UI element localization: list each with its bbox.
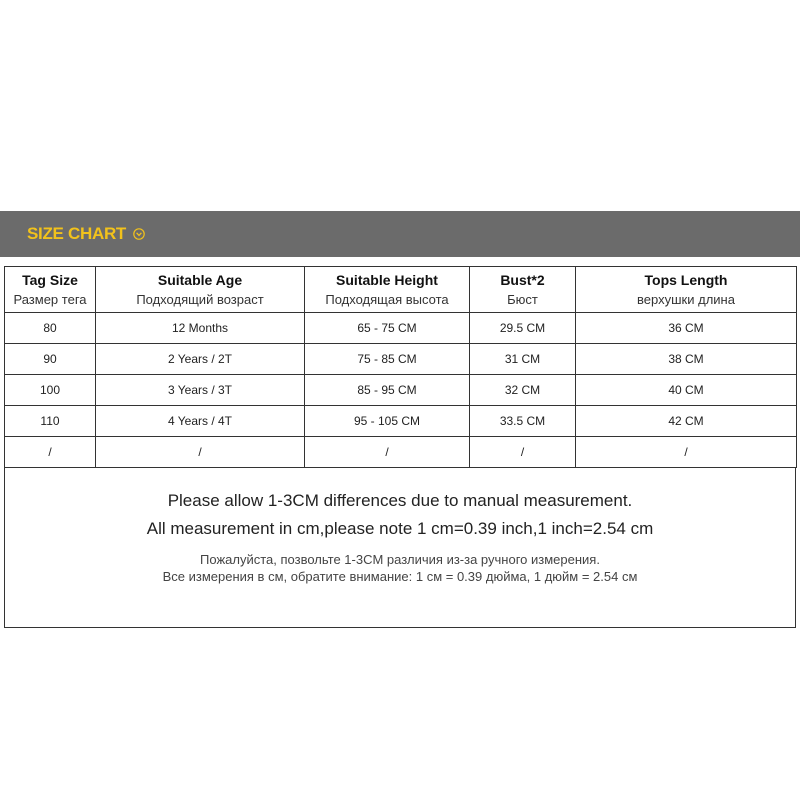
table-row xyxy=(5,375,797,406)
cell-bust: 32 CM xyxy=(470,375,576,406)
cell-tag-size: / xyxy=(5,437,96,468)
size-table xyxy=(4,266,797,468)
cell-bust: 33.5 CM xyxy=(470,406,576,437)
cell-age: 2 Years / 2T xyxy=(96,344,305,375)
cell-height: / xyxy=(305,437,470,468)
cell-tops-length: / xyxy=(576,437,797,468)
header-tops-length: Tops Length верхушки длина xyxy=(576,267,797,313)
cell-age: 12 Months xyxy=(96,313,305,344)
cell-height: 75 - 85 CM xyxy=(305,344,470,375)
cell-age: / xyxy=(96,437,305,468)
table-row xyxy=(5,406,797,437)
note-ru-line2: Все измерения в см, обратите внимание: 1 см = 0.39 дюйма, 1 дюйм = 2.54 см xyxy=(162,569,638,584)
cell-bust: 29.5 CM xyxy=(470,313,576,344)
table-header-row xyxy=(5,267,797,313)
cell-height: 95 - 105 CM xyxy=(305,406,470,437)
note-ru-line1: Пожалуйста, позвольте 1-3CM различия из-за ручного измерения. xyxy=(200,552,600,567)
cell-tops-length: 38 CM xyxy=(576,344,797,375)
cell-age: 4 Years / 4T xyxy=(96,406,305,437)
header-tag-size: Tag Size Размер тега xyxy=(5,267,96,313)
size-chart-banner xyxy=(0,211,800,257)
cell-tag-size: 110 xyxy=(5,406,96,437)
cell-tag-size: 90 xyxy=(5,344,96,375)
table-row xyxy=(5,344,797,375)
header-bust: Bust*2 Бюст xyxy=(470,267,576,313)
note-en-line1: Please allow 1-3CM differences due to manual measurement. xyxy=(167,491,633,510)
banner-title: SIZE CHART xyxy=(27,224,127,243)
cell-bust: 31 CM xyxy=(470,344,576,375)
cell-tops-length: 36 CM xyxy=(576,313,797,344)
cell-height: 65 - 75 CM xyxy=(305,313,470,344)
cell-age: 3 Years / 3T xyxy=(96,375,305,406)
table-row xyxy=(5,313,797,344)
measurement-notes xyxy=(4,467,796,628)
header-suitable-age: Suitable Age Подходящий возраст xyxy=(96,267,305,313)
cell-bust: / xyxy=(470,437,576,468)
cell-tops-length: 42 CM xyxy=(576,406,797,437)
table-row xyxy=(5,437,797,468)
chevron-down-circle-icon xyxy=(133,228,145,240)
cell-tops-length: 40 CM xyxy=(576,375,797,406)
note-en-line2: All measurement in cm,please note 1 cm=0.39 inch,1 inch=2.54 cm xyxy=(146,519,654,538)
header-suitable-height: Suitable Height Подходящая высота xyxy=(305,267,470,313)
cell-tag-size: 80 xyxy=(5,313,96,344)
cell-height: 85 - 95 CM xyxy=(305,375,470,406)
cell-tag-size: 100 xyxy=(5,375,96,406)
